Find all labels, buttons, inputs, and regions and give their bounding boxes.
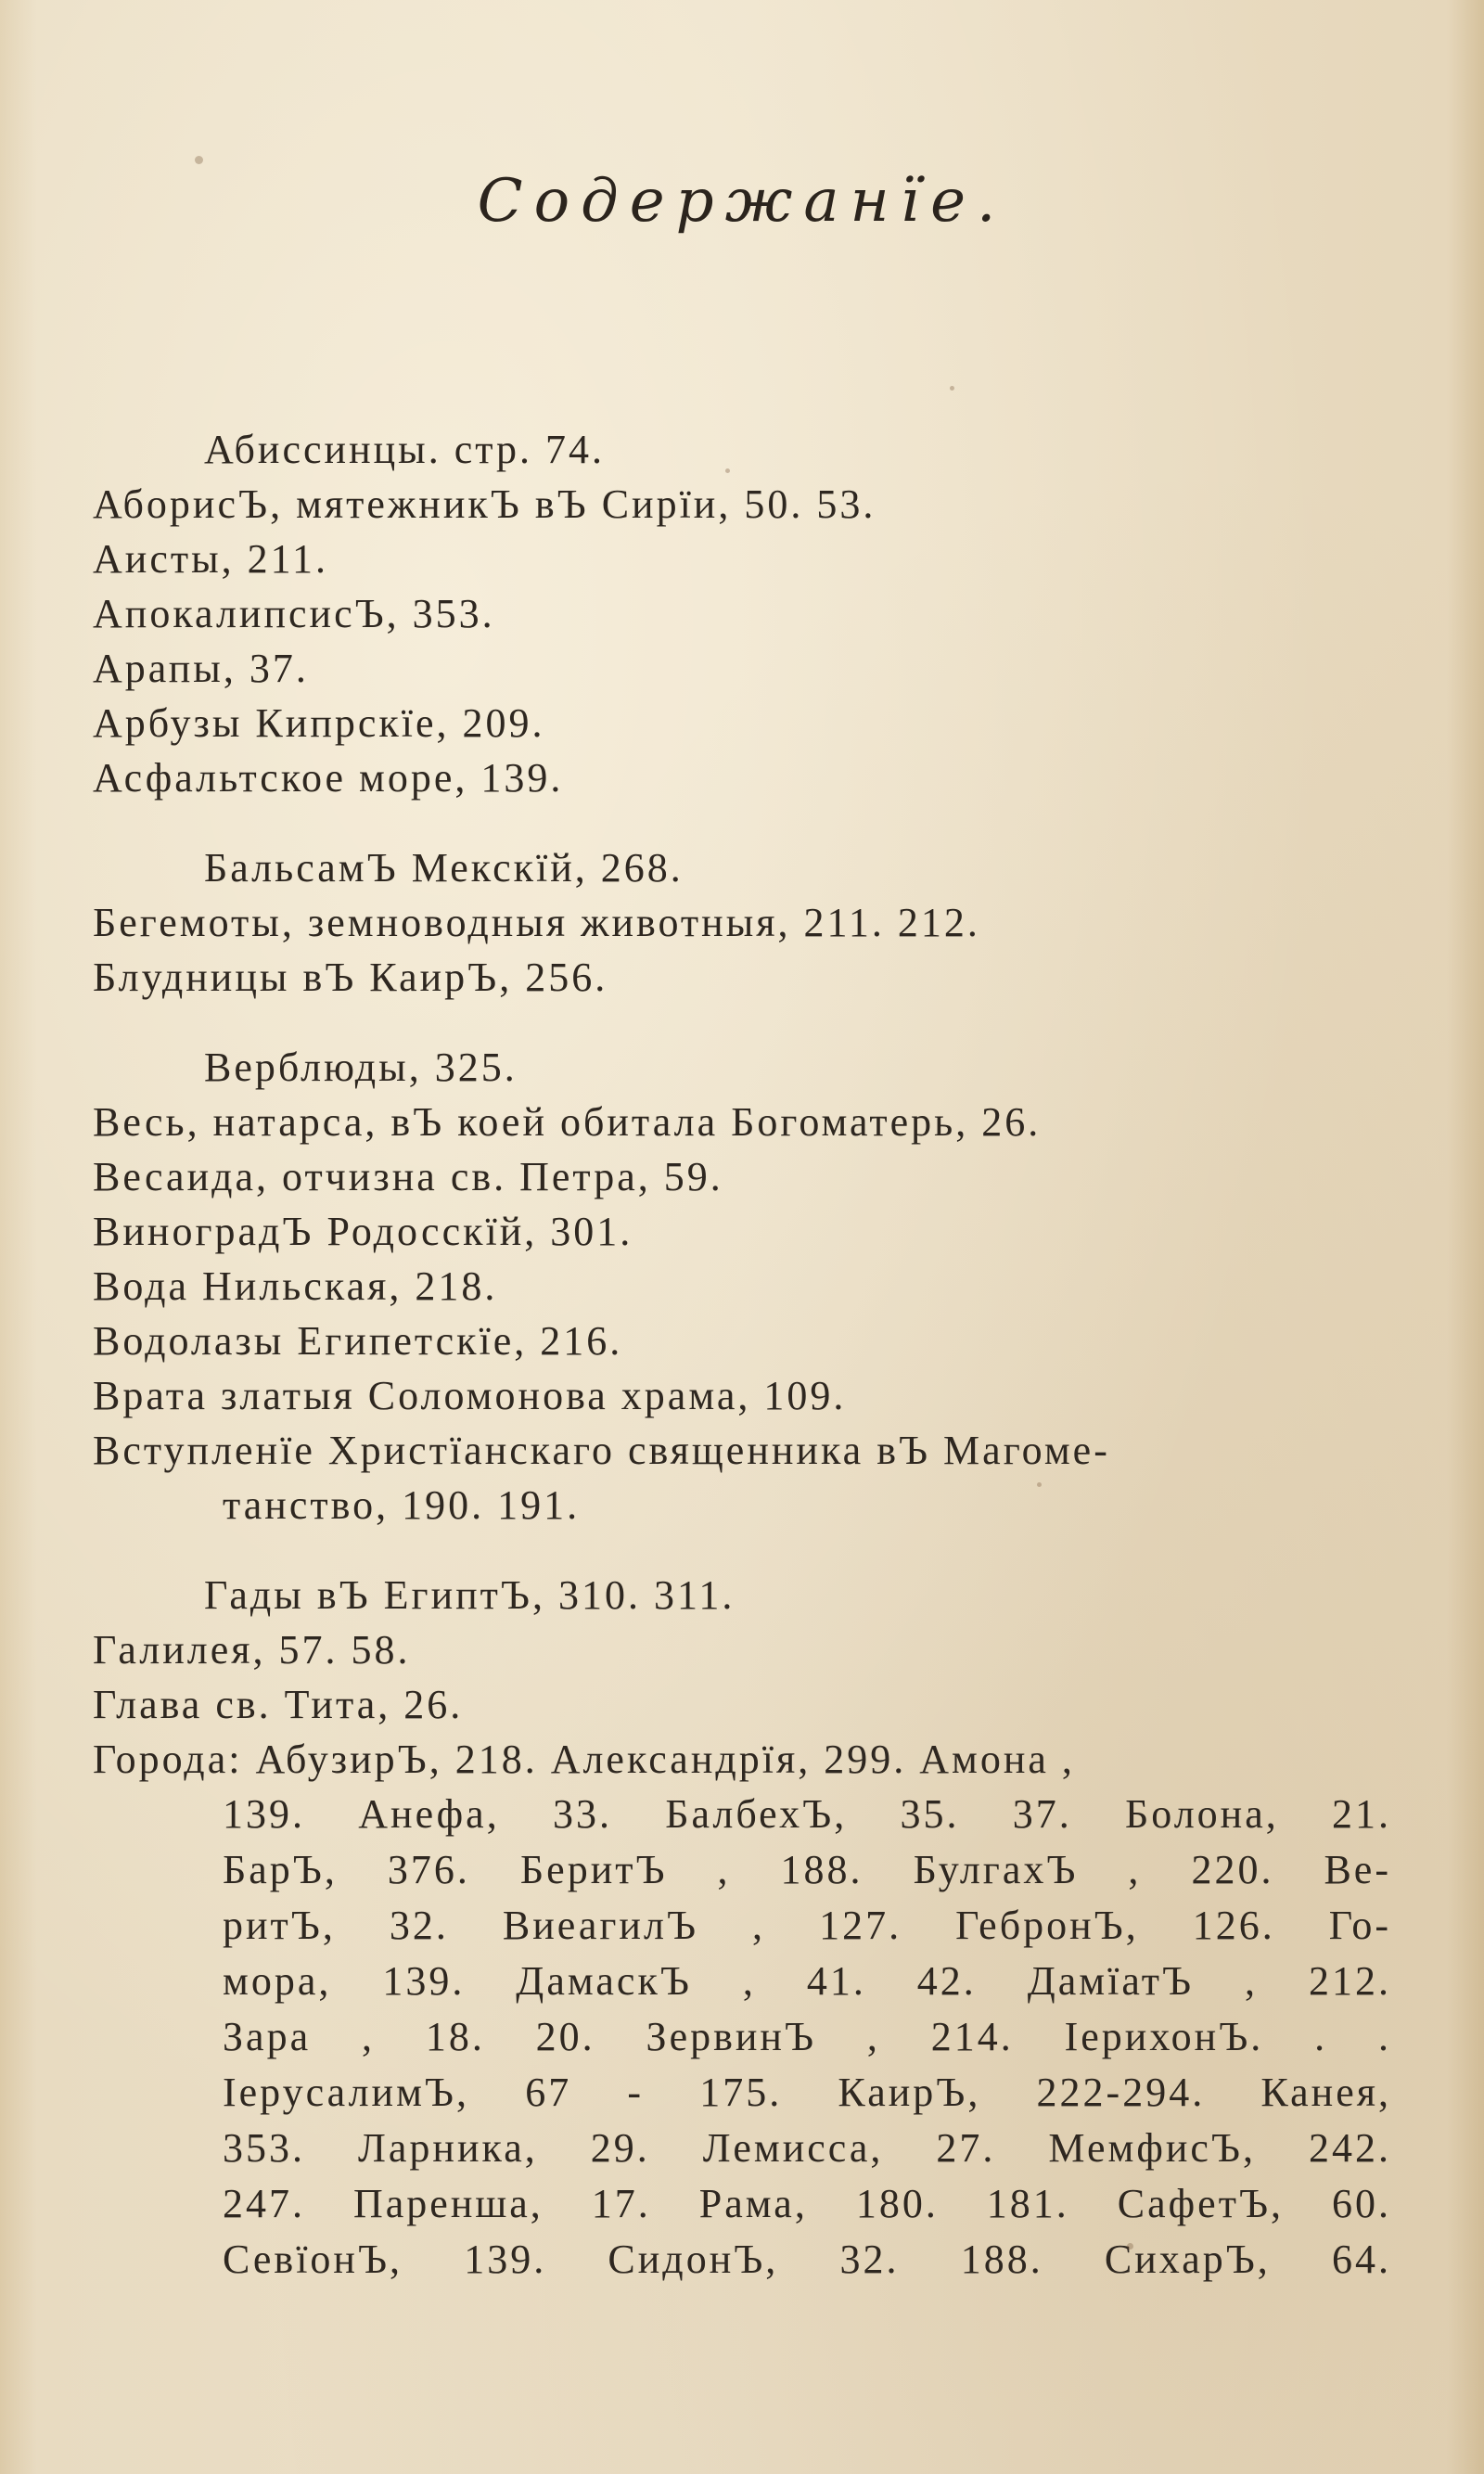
index-entry: Асфальтское море, 139.	[93, 755, 564, 801]
index-group	[93, 422, 1391, 805]
index-entry: АпокалипсисЪ, 353.	[93, 591, 495, 636]
paper-speck	[1127, 2243, 1133, 2250]
index-group	[93, 1040, 1391, 1532]
index-entry: Верблюды, 325.	[204, 1045, 518, 1090]
index-entry: Вступленїе Христїанскаго священника вЪ Магоме-	[93, 1428, 1110, 1473]
paper-speck	[1037, 1482, 1042, 1487]
index-entry: СевїонЪ, 139. СидонЪ, 32. 188. СихарЪ, 64.	[223, 2237, 1391, 2282]
index-entry: Зара , 18. 20. ЗервинЪ , 214. IерихонЪ. . .	[223, 2014, 1391, 2059]
index-entry: мора, 139. ДамаскЪ , 41. 42. ДамїатЪ , 212.	[223, 1958, 1391, 2004]
index-entry: Вода Нильская, 218.	[93, 1263, 498, 1309]
index-entry: Глава св. Тита, 26.	[93, 1682, 464, 1727]
index-entry: Галилея, 57. 58.	[93, 1627, 411, 1673]
index-entry: 353. Ларника, 29. Лемисса, 27. МемфисЪ, 242.	[223, 2125, 1391, 2171]
paper-speck	[195, 156, 203, 164]
index-entry: Блудницы вЪ КаирЪ, 256.	[93, 955, 608, 1000]
index-entry: Бегемоты, земноводныя животныя, 211. 212.	[93, 900, 980, 945]
index-entry: БальсамЪ Мекскїй, 268.	[204, 845, 684, 891]
index-entry: Города: АбузирЪ, 218. Александрїя, 299. Амона ,	[93, 1737, 1075, 1782]
index-entry: Водолазы Египетскїе, 216.	[93, 1318, 623, 1364]
index-entry: Аисты, 211.	[93, 536, 329, 582]
index-entry: танство, 190. 191.	[223, 1482, 581, 1528]
index-entry: Арапы, 37.	[93, 646, 309, 691]
index-entry: Арбузы Кипрскїе, 209.	[93, 700, 545, 746]
index-entry: 139. Анефа, 33. БалбехЪ, 35. 37. Болона, 21.	[223, 1791, 1391, 1837]
index-group	[93, 840, 1391, 1005]
index-list	[93, 422, 1391, 2288]
index-group	[93, 1568, 1391, 2288]
index-entry: ВиноградЪ Родосскїй, 301.	[93, 1209, 633, 1254]
index-entry: Гады вЪ ЕгиптЪ, 310. 311.	[204, 1572, 736, 1618]
index-entry: Весаида, отчизна св. Петра, 59.	[93, 1154, 723, 1199]
page-title: Содержанїе.	[477, 167, 1007, 236]
index-entry: БарЪ, 376. БеритЪ , 188. БулгахЪ , 220. Ве-	[223, 1847, 1391, 1892]
paper-speck	[725, 468, 730, 473]
index-entry: АборисЪ, мятежникЪ вЪ Сирїи, 50. 53.	[93, 481, 876, 527]
index-entry: Весь, натарса, вЪ коей обитала Богоматерь, 26.	[93, 1099, 1042, 1145]
index-entry: Врата златыя Соломонова храма, 109.	[93, 1373, 847, 1418]
index-entry: Абиссинцы. стр. 74.	[204, 427, 606, 472]
index-entry: ритЪ, 32. ВиеагилЪ , 127. ГебронЪ, 126. Го-	[223, 1903, 1391, 1948]
index-entry: 247. Паренша, 17. Рама, 180. 181. СафетЪ, 60.	[223, 2181, 1391, 2226]
paper-speck	[950, 386, 954, 391]
index-entry: IерусалимЪ, 67 - 175. КаирЪ, 222-294. Канея,	[223, 2070, 1391, 2115]
